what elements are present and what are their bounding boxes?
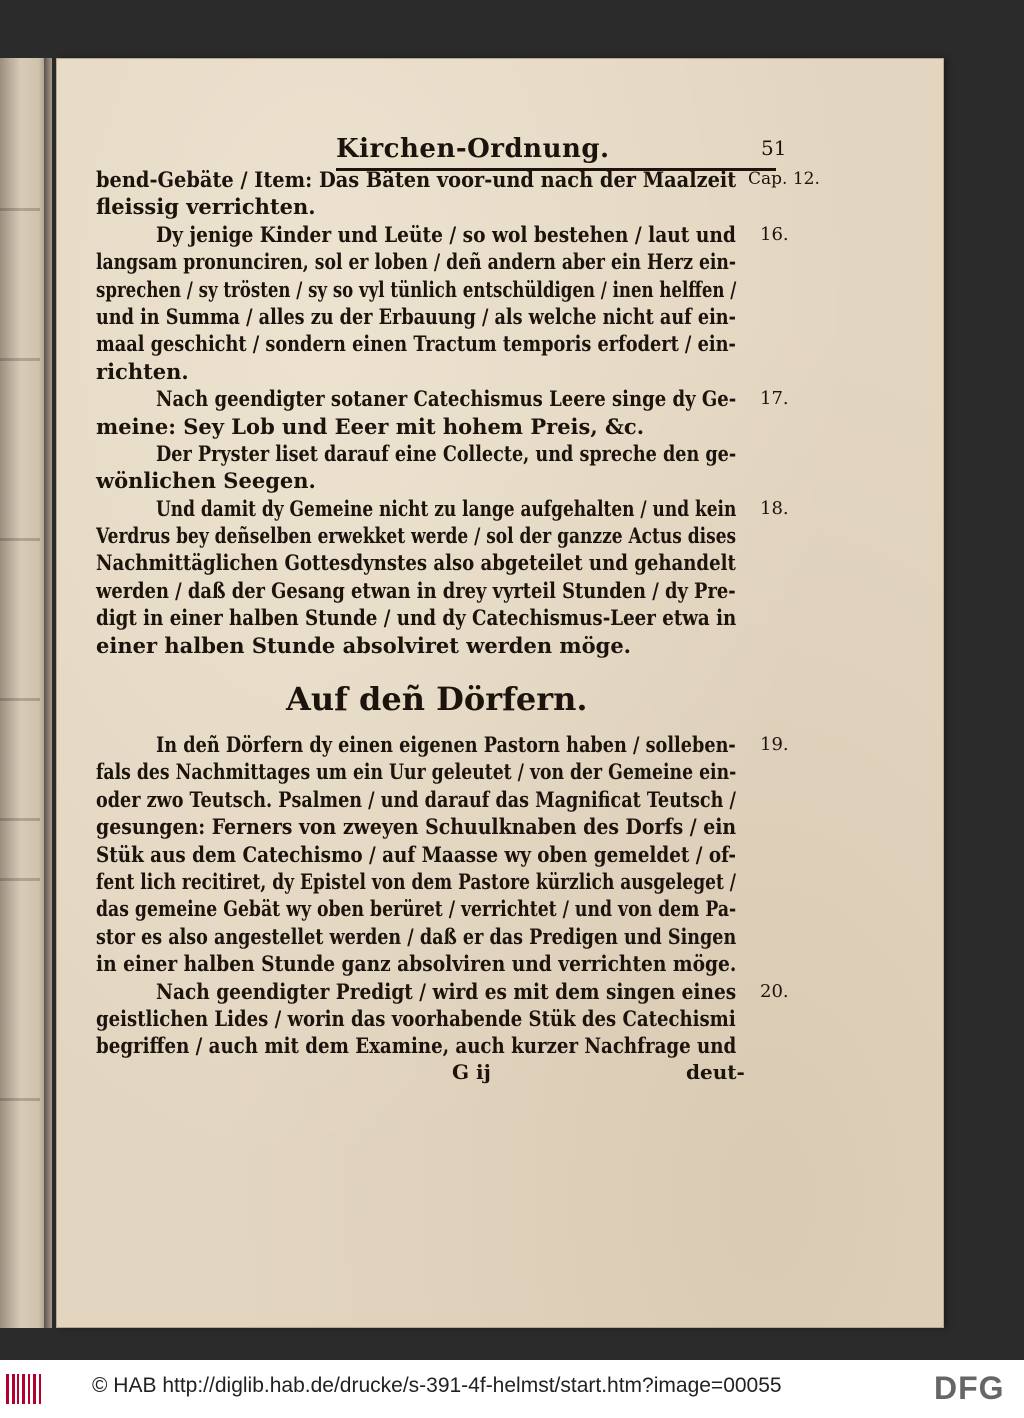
dfg-logo: DFG bbox=[934, 1370, 1005, 1406]
line-text: langsam pronunciren, sol er loben / deñ andern aber ein Herz ein- bbox=[96, 249, 737, 275]
text-line bbox=[96, 895, 856, 922]
line-text: bend-Gebäte / Item: Das Bäten voor-und nach der Maalzeit bbox=[96, 167, 737, 192]
line-text: fent lich recitiret, dy Epistel von dem Pastore kürzlich ausgeleget / bbox=[96, 868, 736, 894]
text-line bbox=[96, 1032, 856, 1059]
running-title: Kirchen-Ordnung. bbox=[336, 134, 610, 164]
line-text: gesungen: Ferners von zweyen Schuulknaben des Dorfs / ein bbox=[96, 814, 737, 840]
text-line bbox=[96, 604, 856, 631]
line-text: geistlichen Lides / worin das voorhabende Stük des Catechismi bbox=[96, 1005, 736, 1031]
signature-mark: G ij bbox=[452, 1059, 491, 1084]
viewer-footer bbox=[0, 1360, 1024, 1418]
text-line bbox=[96, 330, 856, 357]
line-text: begriffen / auch mit dem Examine, auch kurzer Nachfrage und bbox=[96, 1033, 737, 1059]
text-line bbox=[96, 868, 856, 895]
line-text: Dy jenige Kinder und Leüte / so wol bestehen / laut und bbox=[156, 221, 736, 247]
line-text: oder zwo Teutsch. Psalmen / und darauf das Magnificat Teutsch / bbox=[96, 786, 736, 812]
text-line bbox=[96, 549, 856, 576]
text-line bbox=[96, 166, 856, 193]
text-line bbox=[96, 467, 856, 494]
line-text: Nach geendigter Predigt / wird es mit dem singen eines bbox=[156, 978, 737, 1004]
line-text: digt in einer halben Stunde / und dy Catechismus-Leer etwa in bbox=[96, 605, 737, 631]
line-text: fals des Nachmittages um ein Uur geleutet / von der Gemeine ein- bbox=[96, 759, 737, 785]
text-line bbox=[96, 276, 856, 303]
text-line bbox=[96, 221, 856, 248]
line-text: das gemeine Gebät wy oben berüret / verrichtet / und von dem Pa- bbox=[96, 896, 737, 922]
line-text: stor es also angestellet werden / daß er das Predigen und Singen bbox=[96, 923, 737, 949]
text-line bbox=[96, 303, 856, 330]
margin-note: 17. bbox=[760, 388, 789, 410]
book-page bbox=[56, 58, 944, 1328]
text-line bbox=[96, 950, 856, 977]
text-line bbox=[96, 978, 856, 1005]
line-text: Nach geendigter sotaner Catechismus Leere singe dy Ge- bbox=[156, 386, 737, 412]
running-head bbox=[336, 132, 836, 166]
line-text: in einer halben Stunde ganz absolviren und verrichten möge. bbox=[96, 951, 737, 977]
line-text: maal geschicht / sondern einen Tractum temporis erfodert / ein- bbox=[96, 331, 736, 357]
text-line bbox=[96, 358, 856, 385]
text-line bbox=[96, 1005, 856, 1032]
line-text: und in Summa / alles zu der Erbauung / als welche nicht auf ein- bbox=[96, 303, 736, 329]
line-text: In deñ Dörfern dy einen eigenen Pastorn haben / solleben- bbox=[156, 732, 736, 758]
margin-note: 20. bbox=[760, 980, 789, 1002]
text-line bbox=[96, 813, 856, 840]
text-line bbox=[96, 758, 856, 785]
line-text: Der Pryster liset darauf eine Collecte, und spreche den ge- bbox=[156, 440, 737, 466]
line-text: Nachmittäglichen Gottesdynstes also abgeteilet und gehandelt bbox=[96, 550, 736, 576]
copyright-text[interactable]: © HAB http://diglib.hab.de/drucke/s-391-4f-helmst/start.htm?image=00055 bbox=[92, 1374, 782, 1397]
catchline bbox=[96, 1060, 856, 1090]
margin-note: 18. bbox=[760, 497, 789, 519]
page-number: 51 bbox=[761, 136, 787, 160]
margin-note: 16. bbox=[760, 223, 789, 245]
text-block-2 bbox=[96, 731, 856, 1060]
line-text: wönlichen Seegen. bbox=[96, 468, 316, 494]
margin-note: 19. bbox=[760, 734, 789, 756]
section-heading: Auf deñ Dörfern. bbox=[286, 680, 588, 719]
catchword: deut- bbox=[686, 1059, 745, 1084]
text-line bbox=[96, 385, 856, 412]
line-text: Stük aus dem Catechismo / auf Maasse wy oben gemeldet / of- bbox=[96, 841, 736, 867]
line-text: sprechen / sy trösten / sy so vyl tünlich entschüldigen / inen helffen / bbox=[96, 276, 737, 302]
margin-note: Cap. 12. bbox=[748, 169, 820, 189]
line-text: Verdrus bey deñselben erwekket werde / sol der ganzze Actus dises bbox=[96, 523, 737, 549]
text-line bbox=[96, 440, 856, 467]
line-text: werden / daß der Gesang etwan in drey vyrteil Stunden / dy Pre- bbox=[96, 577, 736, 603]
text-line bbox=[96, 522, 856, 549]
line-text: Und damit dy Gemeine nicht zu lange aufgehalten / und kein bbox=[156, 495, 737, 521]
text-line bbox=[96, 923, 856, 950]
line-text: fleissig verrichten. bbox=[96, 194, 316, 220]
text-line bbox=[96, 786, 856, 813]
text-block-1 bbox=[96, 166, 856, 659]
page-text bbox=[96, 132, 856, 1090]
text-line bbox=[96, 413, 856, 440]
text-line bbox=[96, 632, 856, 659]
hab-barcode-icon bbox=[6, 1374, 46, 1404]
line-text: richten. bbox=[96, 358, 189, 384]
line-text: einer halben Stunde absolviret werden möge. bbox=[96, 632, 631, 658]
text-line bbox=[96, 577, 856, 604]
line-text: meine: Sey Lob und Eeer mit hohem Preis, &c. bbox=[96, 413, 645, 439]
text-line bbox=[96, 248, 856, 275]
text-line bbox=[96, 841, 856, 868]
text-line bbox=[96, 495, 856, 522]
text-line bbox=[96, 193, 856, 220]
book-gutter bbox=[44, 58, 52, 1328]
adjacent-page-edge bbox=[0, 58, 52, 1328]
text-line bbox=[96, 731, 856, 758]
